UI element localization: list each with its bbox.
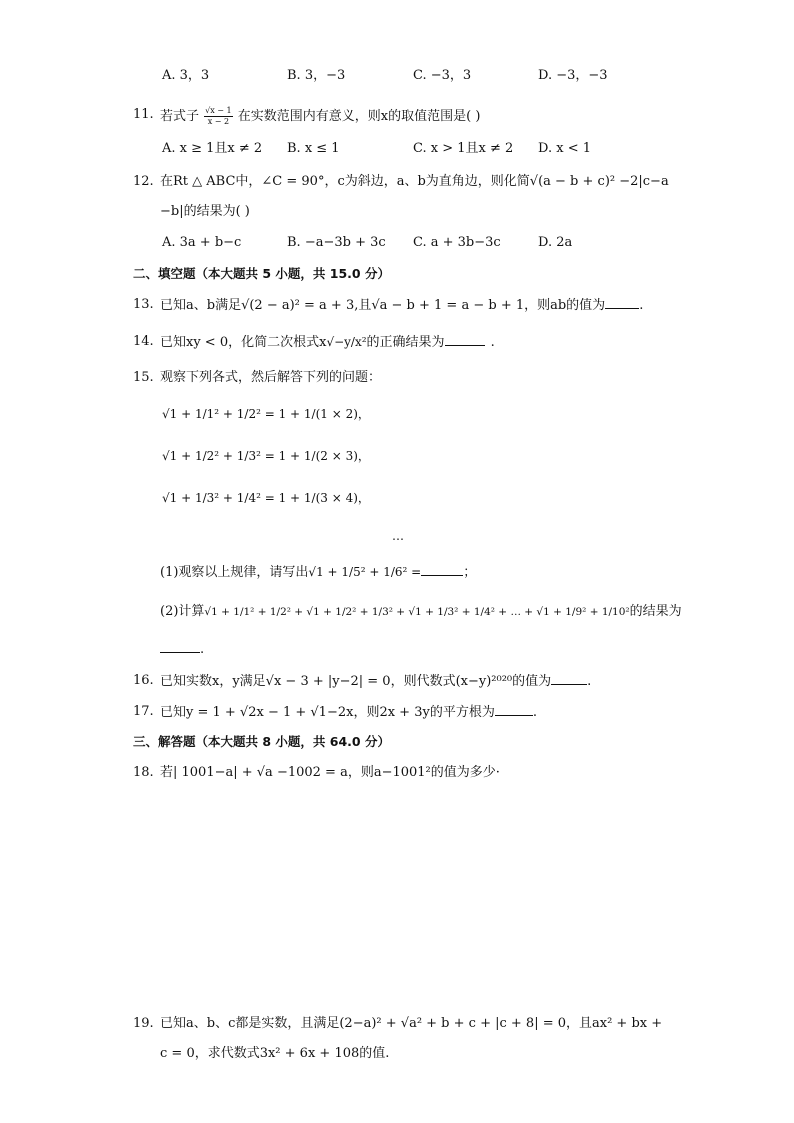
q12-option-a: A. 3a + b−c	[162, 235, 242, 250]
q17-end: .	[532, 705, 537, 720]
q14-answer-blank[interactable]	[445, 333, 485, 346]
q12-option-c: C. a + 3b−3c	[413, 235, 501, 250]
q14-text-post: 的正确结果为	[366, 335, 445, 350]
q14-number: 14.	[133, 334, 154, 349]
q11-option-d: D. x < 1	[538, 141, 591, 156]
q18-number: 18.	[133, 765, 154, 780]
q17-answer-blank[interactable]	[495, 703, 533, 716]
q10-option-c: C. −3，3	[413, 68, 472, 83]
q15-equation-1: √1 + 1/1² + 1/2² = 1 + 1/(1 × 2)，	[162, 407, 370, 421]
q16-text: 已知实数x，y满足√x − 3 + |y−2| = 0，则代数式(x−y)²⁰²⁰的值为	[160, 674, 552, 689]
q11-frac-bottom: x − 2	[207, 117, 230, 126]
q16-answer-blank[interactable]	[551, 672, 587, 685]
q12-line2: −b|的结果为( )	[160, 204, 250, 219]
q15-part1-text: (1)观察以上规律，请写出	[160, 565, 309, 580]
q12-number: 12.	[133, 174, 154, 189]
q13-end: .	[639, 298, 644, 313]
q11-option-a: A. x ≥ 1且x ≠ 2	[162, 141, 263, 156]
q14-stem	[160, 333, 495, 352]
q10-option-d: D. −3，−3	[538, 68, 608, 83]
q19-line1: 已知a、b、c都是实数，且满足(2−a)² + √a² + b + c + |c + 8| = 0，且ax² + bx +	[160, 1016, 663, 1031]
q11-number: 11.	[133, 107, 154, 122]
q15-part2-text: (2)计算	[160, 604, 205, 619]
q11-stem	[160, 106, 480, 127]
q15-part1-expr: √1 + 1/5² + 1/6² =	[308, 565, 422, 579]
q18-answer-space[interactable]	[160, 790, 660, 1000]
q11-frac-top: √x − 1	[205, 106, 232, 115]
q11-fraction	[204, 106, 233, 127]
q15-part2-answer-blank[interactable]	[160, 640, 200, 653]
q15-equation-2: √1 + 1/2² + 1/3² = 1 + 1/(2 × 3)，	[162, 449, 370, 463]
section-fill-in-heading: 二、填空题（本大题共 5 小题，共 15.0 分）	[133, 266, 390, 281]
q13-stem	[160, 296, 643, 315]
q14-text-pre: 已知xy < 0，化简二次根式x	[160, 335, 327, 350]
q15-part2-post: 的结果为	[629, 604, 682, 619]
q15-part1-answer-blank[interactable]	[421, 563, 463, 576]
q19-number: 19.	[133, 1016, 154, 1031]
q15-part2-end: .	[200, 642, 205, 657]
q16-stem	[160, 672, 591, 691]
q15-ellipsis: …	[392, 529, 404, 543]
q13-number: 13.	[133, 297, 154, 312]
q11-option-b: B. x ≤ 1	[287, 141, 340, 156]
q12-line1: 在Rt △ ABC中，∠C = 90°，c为斜边，a、b为直角边，则化简√(a − b + c)² −2|c−a	[160, 174, 669, 189]
q15-equation-3: √1 + 1/3² + 1/4² = 1 + 1/(3 × 4)，	[162, 491, 370, 505]
q15-number: 15.	[133, 370, 154, 385]
q14-end: .	[490, 335, 495, 350]
q17-text: 已知y = 1 + √2x − 1 + √1−2x，则2x + 3y的平方根为	[160, 705, 495, 720]
q12-option-d: D. 2a	[538, 235, 573, 250]
q15-stem: 观察下列各式，然后解答下列的问题：	[160, 370, 382, 385]
q12-option-b: B. −a−3b + 3c	[287, 235, 386, 250]
q14-root: √−y/x²	[326, 335, 367, 349]
q13-text: 已知a、b满足√(2 − a)² = a + 3,且√a − b + 1 = a − b + 1，则ab的值为	[160, 298, 606, 313]
q15-part2-expr: √1 + 1/1² + 1/2² + √1 + 1/2² + 1/3² + √1 + 1/3² + 1/4² + … + √1 + 1/9² + 1/10²	[204, 606, 630, 618]
q16-number: 16.	[133, 673, 154, 688]
q13-answer-blank[interactable]	[605, 296, 639, 309]
q17-stem	[160, 703, 537, 722]
section-answer-heading: 三、解答题（本大题共 8 小题，共 64.0 分）	[133, 734, 390, 749]
q18-stem: 若| 1001−a| + √a −1002 = a，则a−1001²的值为多少·	[160, 765, 500, 780]
q17-number: 17.	[133, 704, 154, 719]
q19-line2: c = 0，求代数式3x² + 6x + 108的值.	[160, 1046, 390, 1061]
q15-part2-answer-line	[160, 640, 204, 659]
q16-end: .	[587, 674, 592, 689]
q11-option-c: C. x > 1且x ≠ 2	[413, 141, 514, 156]
q15-part1-end: ；	[463, 565, 477, 580]
q15-part1	[160, 563, 476, 582]
q10-option-a: A. 3，3	[162, 68, 210, 83]
q10-option-b: B. 3，−3	[287, 68, 346, 83]
q11-text-pre: 若式子	[160, 109, 200, 124]
q11-text-post: 在实数范围内有意义，则x的取值范围是( )	[237, 109, 481, 124]
q15-part2	[160, 603, 682, 621]
